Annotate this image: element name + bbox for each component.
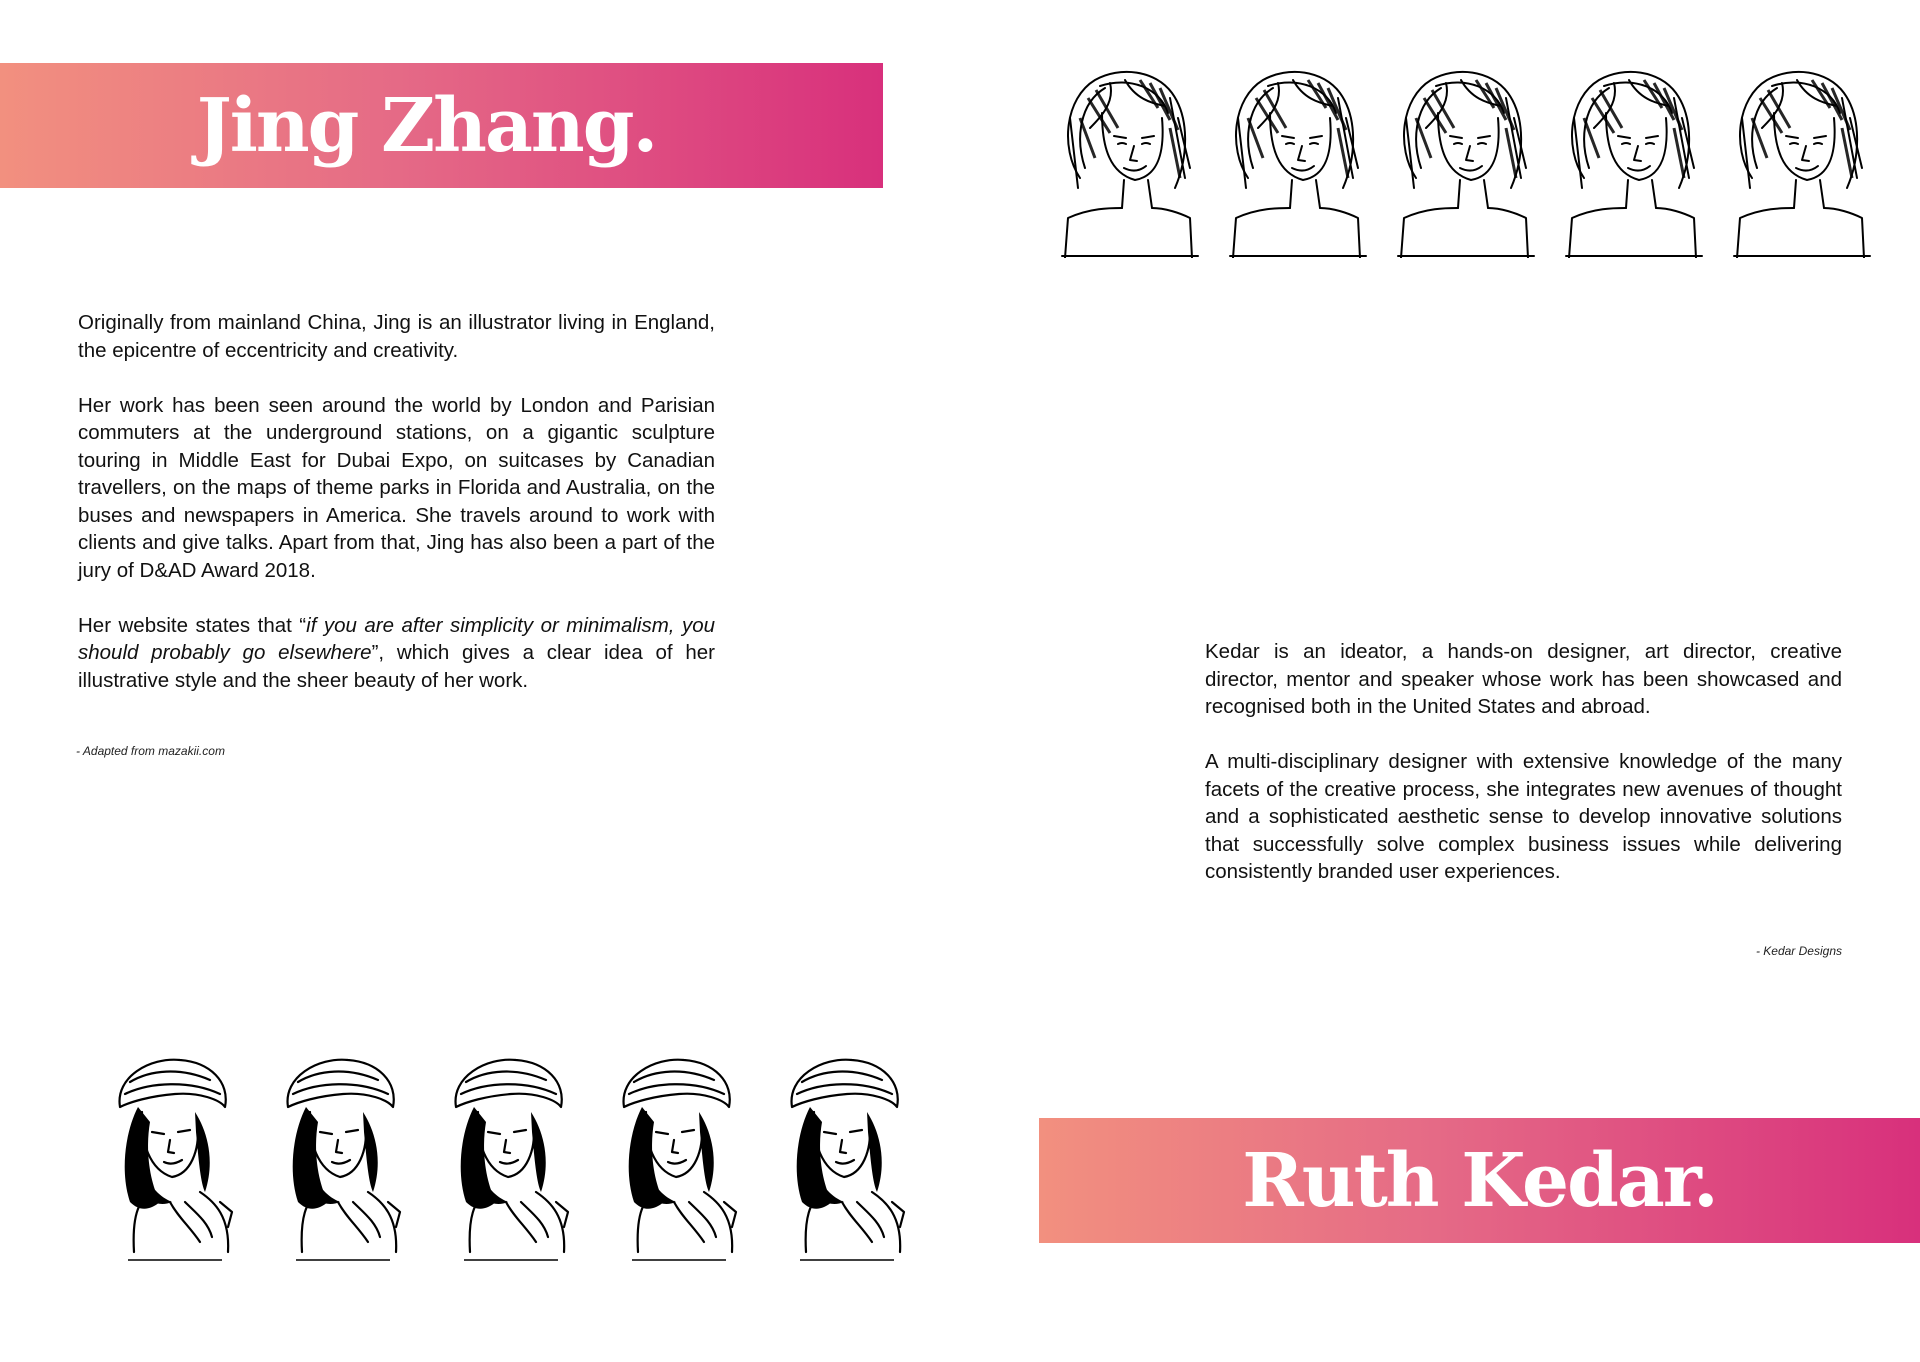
jing-source-credit: - Adapted from mazakii.com xyxy=(76,744,225,758)
jing-sketch-portrait-icon xyxy=(594,1052,762,1264)
ruth-sketch-portrait-icon xyxy=(1712,58,1880,258)
ruth-sketch-portrait-icon xyxy=(1040,58,1208,258)
jing-zhang-banner xyxy=(0,63,883,188)
ruth-sketch-portrait-icon xyxy=(1376,58,1544,258)
jing-sketch-portrait-icon xyxy=(90,1052,258,1264)
jing-website-quote: if you are after simplicity or minimalism, you should probably go elsewhere xyxy=(78,613,715,664)
ruth-portrait-row xyxy=(1040,58,1880,258)
ruth-biography xyxy=(1205,638,1842,886)
jing-paragraph-3-lead: Her website states that “ xyxy=(78,613,307,637)
ruth-paragraph-2: A multi-disciplinary designer with extensive knowledge of the many facets of the creative process, she integrates new avenues of thought and a sophisticated aesthetic sense to develop innovative solutions that successfully solve complex business issues while delivering consistently branded user experiences. xyxy=(1205,750,1842,883)
ruth-paragraph-1: Kedar is an ideator, a hands-on designer, art director, creative director, mentor and speaker whose work has been showcased and recognised both in the United States and abroad. xyxy=(1205,640,1842,718)
ruth-sketch-portrait-icon xyxy=(1544,58,1712,258)
jing-zhang-title: Jing Zhang. xyxy=(196,82,657,169)
jing-paragraph-3-tail: ”, which gives a clear idea of her illustrative style and the sheer beauty of her work. xyxy=(78,641,715,692)
ruth-source-credit: - Kedar Designs xyxy=(1755,944,1842,958)
jing-paragraph-1: Originally from mainland China, Jing is an illustrator living in England, the epicentre of eccentricity and creativity. xyxy=(78,311,715,362)
jing-paragraph-2: Her work has been seen around the world by London and Parisian commuters at the underground stations, on a gigantic sculpture touring in Middle East for Dubai Expo, on suitcases by Canadian travellers, on the maps of theme parks in Florida and Australia, on the buses and newspapers in America. She travels around to work with clients and give talks. Apart from that, Jing has also been a part of the jury of D&AD Award 2018. xyxy=(78,393,715,582)
ruth-sketch-portrait-icon xyxy=(1208,58,1376,258)
jing-biography xyxy=(78,309,715,694)
jing-sketch-portrait-icon xyxy=(258,1052,426,1264)
jing-sketch-portrait-icon xyxy=(762,1052,930,1264)
jing-paragraph-3 xyxy=(78,612,715,695)
ruth-kedar-title: Ruth Kedar. xyxy=(1242,1137,1717,1224)
jing-portrait-row xyxy=(90,1052,930,1264)
ruth-kedar-banner xyxy=(1039,1118,1920,1243)
jing-sketch-portrait-icon xyxy=(426,1052,594,1264)
